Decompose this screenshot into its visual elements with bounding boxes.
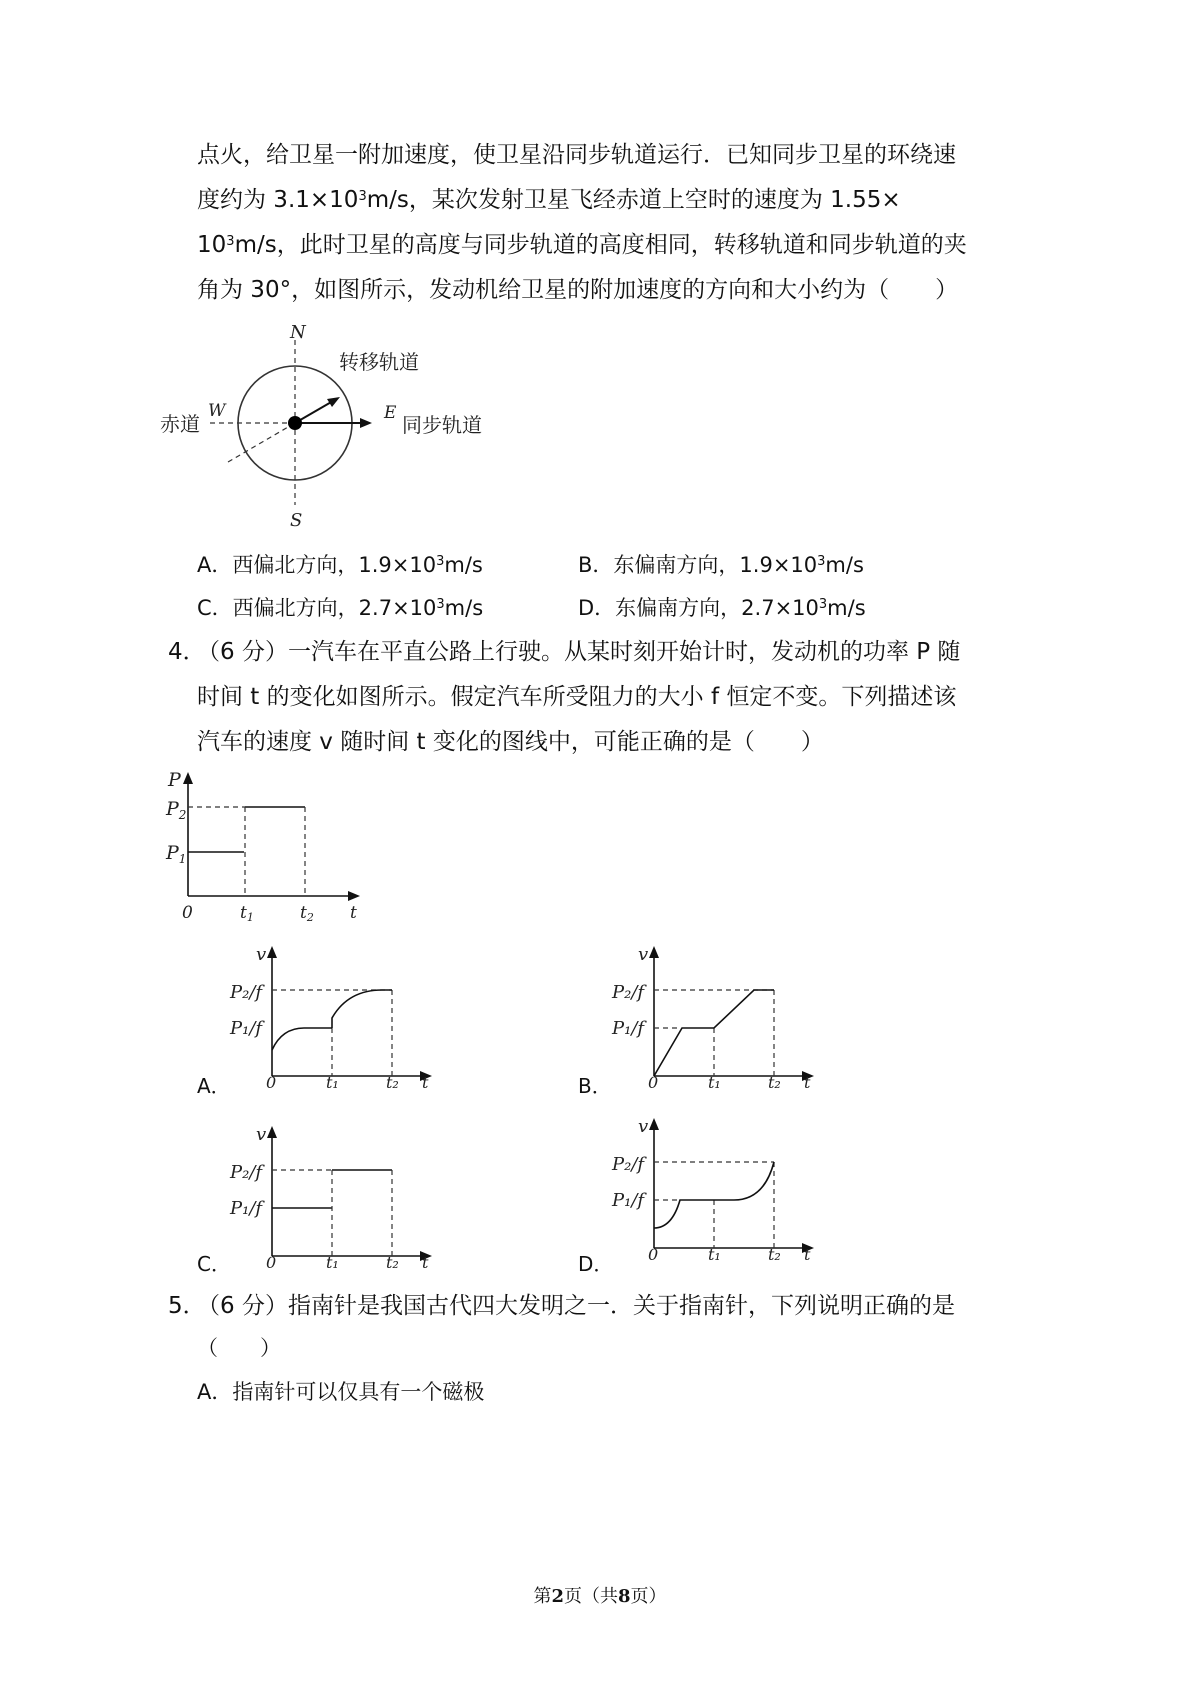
v-axis-label: v (638, 1116, 649, 1137)
v-axis-label: v (638, 944, 649, 965)
v-axis-arrow (649, 946, 659, 958)
q5-line-1: （6 分）指南针是我国古代四大发明之一．关于指南针，下列说明正确的是 (197, 1293, 955, 1319)
label-n: N (290, 322, 306, 343)
q3-line-3: $10^3m/s$，此时卫星的高度与同步轨道的高度相同，转移轨道和同步轨道的夹 (197, 232, 967, 258)
t1-label: t₁ (708, 1245, 721, 1264)
v-axis-label: v (256, 1124, 267, 1145)
t-axis-label: t (350, 903, 357, 923)
v2-label: P₂/f (612, 982, 645, 1003)
power-time-graph (160, 768, 380, 928)
curve-segment-2 (332, 990, 392, 1028)
v-axis-arrow (267, 946, 277, 958)
v-graph-b (604, 942, 834, 1092)
t2-label: t₂ (768, 1073, 781, 1092)
q4-line-2: 时间 t 的变化如图所示。假定汽车所受阻力的大小 f 恒定不变。下列描述该 (197, 684, 957, 710)
p-axis-label: P (168, 769, 181, 791)
t-axis-label: t (422, 1253, 429, 1272)
v-graph-c (222, 1122, 452, 1272)
t1-label: t₁ (326, 1073, 339, 1092)
v1-label: P₁/f (612, 1190, 645, 1211)
v2-label: P₂/f (612, 1154, 645, 1175)
origin-label: 0 (182, 903, 193, 923)
q5-line-2: （ ） (197, 1336, 281, 1360)
label-sync-orbit: 同步轨道 (402, 413, 482, 437)
v-axis-label: v (256, 944, 267, 965)
v-graph-a (222, 942, 452, 1092)
v-graph-d-letter[interactable]: D． (578, 1252, 614, 1276)
v1-label: P₁/f (230, 1198, 263, 1219)
sync-arrowhead (360, 418, 372, 428)
t-axis-label: t (804, 1245, 811, 1264)
v-graph-b-letter[interactable]: B． (578, 1074, 612, 1098)
v-graph-c-letter[interactable]: C． (197, 1252, 231, 1276)
v-axis-arrow (649, 1118, 659, 1130)
q3-option-b[interactable]: B．东偏南方向，$1.9\times 10^3m/s$ (578, 553, 864, 577)
q3-option-a[interactable]: A．西偏北方向，$1.9\times 10^3m/s$ (197, 553, 483, 577)
p2-label: $P_2$ (166, 798, 187, 822)
label-e: E (384, 403, 397, 423)
t-axis-label: t (804, 1073, 811, 1092)
q4-line-3: 汽车的速度 v 随时间 t 变化的图线中，可能正确的是（ ） (197, 729, 824, 755)
q3-line-1: 点火，给卫星一附加速度，使卫星沿同步轨道运行．已知同步卫星的环绕速 (197, 142, 956, 168)
t1-label: t₁ (708, 1073, 721, 1092)
v1-label: P₁/f (230, 1018, 263, 1039)
curve-segment-1 (272, 1028, 332, 1050)
t-axis-label: t (422, 1073, 429, 1092)
v-graph-a-letter[interactable]: A． (197, 1074, 231, 1098)
label-s: S (290, 510, 303, 531)
v-axis-arrow (267, 1126, 277, 1138)
t2-label: t₂ (386, 1253, 399, 1272)
t1-label: t1 (240, 903, 254, 924)
q4-line-1: （6 分）一汽车在平直公路上行驶。从某时刻开始计时，发动机的功率 P 随 (197, 639, 961, 665)
t2-label: t₂ (768, 1245, 781, 1264)
transfer-arrowhead (327, 397, 340, 407)
orbit-diagram (160, 310, 500, 540)
page-footer: 第2页（共8页） (533, 1586, 667, 1607)
label-transfer-orbit: 转移轨道 (339, 350, 419, 374)
origin-label: 0 (266, 1253, 277, 1272)
q3-line-2: 度约为 $3.1\times 10^3m/s$，某次发射卫星飞经赤道上空时的速度为 1.55× (197, 187, 901, 213)
origin-label: 0 (266, 1073, 277, 1092)
origin-label: 0 (648, 1073, 659, 1092)
q3-option-c[interactable]: C．西偏北方向，$2.7\times 10^3m/s$ (197, 596, 484, 620)
t2-label: t2 (300, 903, 314, 924)
q3-line-4-text: 角为 30°，如图所示，发动机给卫星的附加速度的方向和大小约为（ ） (197, 277, 959, 303)
v1-label: P₁/f (612, 1018, 645, 1039)
label-equator: 赤道 (160, 412, 200, 436)
t2-label: t₂ (386, 1073, 399, 1092)
p-axis-arrow (183, 772, 193, 784)
satellite-dot (288, 416, 302, 430)
q5-number: 5． (168, 1293, 206, 1319)
origin-label: 0 (648, 1245, 659, 1264)
q5-option-a[interactable]: A．指南针可以仅具有一个磁极 (197, 1380, 485, 1404)
t-axis-arrow (348, 891, 360, 901)
q3-option-d[interactable]: D．东偏南方向，$2.7\times 10^3m/s$ (578, 596, 866, 620)
q4-number: 4． (168, 639, 206, 665)
v2-label: P₂/f (230, 1162, 263, 1183)
v-graph-d (604, 1114, 834, 1264)
v2-label: P₂/f (230, 982, 263, 1003)
p1-label: $P_1$ (166, 842, 187, 866)
t1-label: t₁ (326, 1253, 339, 1272)
label-w: W (208, 401, 226, 421)
